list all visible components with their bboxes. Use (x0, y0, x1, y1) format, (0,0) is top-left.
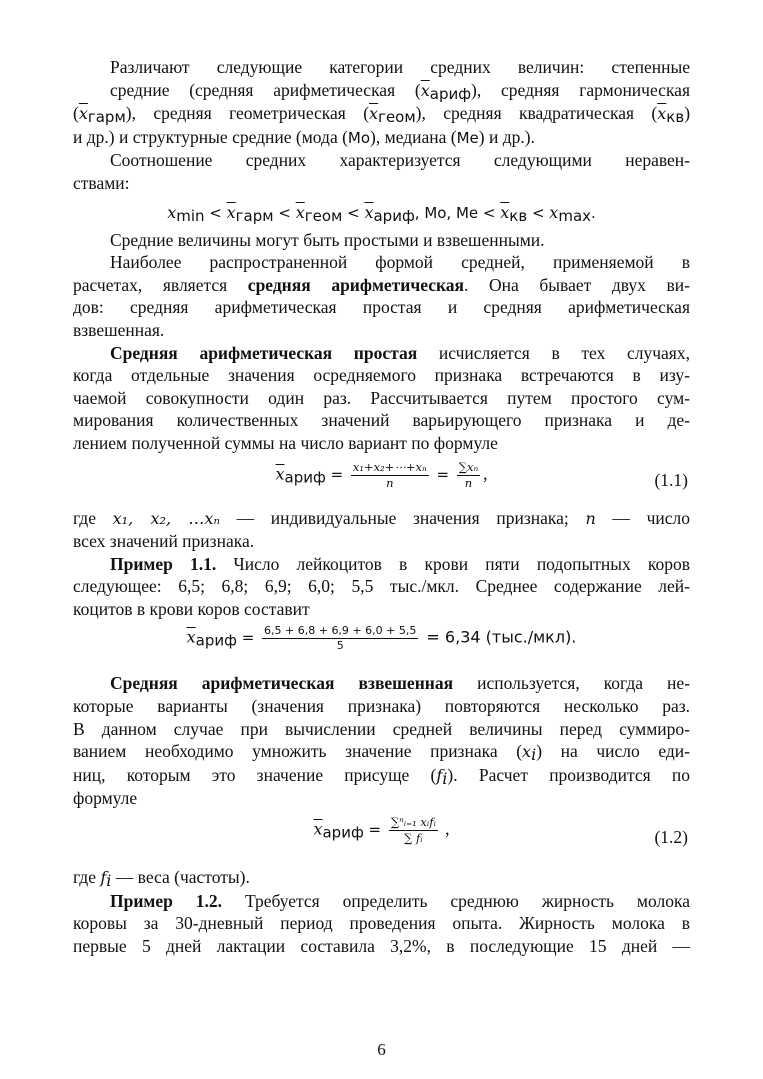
text-line: следующее: 6,5; 6,8; 6,9; 6,0; 5,5 тыс./мкл. Среднее содержание лей- (73, 576, 690, 597)
text-line: Различают следующие категории средних величин: степенные (110, 57, 690, 77)
paragraph-simple-mean (73, 342, 690, 455)
page-number: 6 (377, 1040, 386, 1059)
inequality-formula: $x_{min} < \overline{x}_{гарм} < \overline{x}_{геом} < \overline{x}_{ариф}$, Мо, Ме < $\overline{x}_{кв} < x_{max}$. (167, 202, 596, 225)
text-line: взвешенная. (73, 319, 165, 340)
paragraph-categories (73, 56, 690, 149)
text-line: дов: средняя арифметическая простая и средняя арифметическая (73, 297, 690, 318)
text-line: которые варианты (значения признака) повторяются несколько раз. (73, 696, 690, 717)
paragraph-common-form (73, 251, 690, 341)
text-line: В данном случае при вычислении средней величины перед суммиро- (73, 718, 690, 739)
text-line: мирования количественных значений варьирующего признака и де- (73, 410, 690, 431)
paragraph-example-1-2 (73, 890, 690, 958)
formula-number: (1.2) (654, 827, 688, 848)
text-line: формуле (73, 788, 138, 809)
text-line: всех значений признака. (73, 531, 255, 552)
text-line: коцитов в крови коров составит (73, 598, 310, 619)
text-line: ниц, которым это значение присуще $(f_i)$. Расчет производится по (73, 764, 691, 788)
formula-1-2: $\overline{x}_{ариф}$ = $\frac{\text{∑ⁿᵢ₌₁ xᵢfᵢ}}{\text{∑ fᵢ}}$ , (1.2) (313, 815, 688, 848)
text-line: Наиболее распространенной формой средней, применяемой в (110, 252, 690, 273)
text-line: Средняя арифметическая взвешенная используется, когда не- (110, 673, 690, 694)
text-line: Пример 1.2. Требуется определить среднюю жирность молока (110, 890, 690, 911)
text-line: Пример 1.1. Число лейкоцитов в крови пяти подопытных коров (110, 553, 690, 574)
paragraph-example-1-1 (73, 553, 690, 621)
text-line: и др.) и структурные средние (мода (Мо), медиана (Ме) и др.). (73, 126, 535, 147)
text-line: расчетах, является средняя арифметическая. Она бывает двух ви- (73, 274, 690, 295)
document-page (73, 56, 690, 957)
paragraph-where-2 (73, 866, 690, 890)
paragraph-where-1 (73, 507, 690, 553)
text-line: ванием необходимо умножить значение признака $(x_i)$ на число еди- (73, 741, 690, 765)
text-line: когда отдельные значения осредняемого признака встречаются в изу- (73, 365, 690, 386)
text-line: средние (средняя арифметическая $(\overline{x}_{ариф})$, средняя гармоническая (110, 79, 691, 103)
text-line: чаемой совокупности один раз. Рассчитывается путем простого сум- (73, 387, 690, 408)
formula-number: (1.1) (654, 469, 688, 490)
paragraph-weighted-mean (73, 672, 690, 810)
text-line: ствами: (73, 172, 130, 193)
text-line: первые 5 дней лактации составила 3,2%, в последующие 15 дней — (73, 935, 690, 956)
example-1-1-calculation: $\overline{x}_{ариф}$ = $\frac{6,5 + 6,8 + 6,9 + 6,0 + 5,5}{5}$ = 6,34 (тыс./мкл). (186, 624, 577, 653)
paragraph-ratio (73, 149, 690, 194)
paragraph-simple-weighted (73, 229, 690, 252)
text-line: где $f_i$ — веса (частоты). (73, 867, 250, 891)
text-line: Соотношение средних характеризуется следующими неравен- (110, 150, 690, 171)
text-line: Средняя арифметическая простая исчисляется в тех случаях, (110, 342, 690, 363)
text-line: лением полученной суммы на число вариант по формуле (73, 432, 498, 453)
text-line: коровы за 30-дневный период проведения опыта. Жирность молока в (73, 913, 690, 934)
text-line: где x₁, x₂, …xₙ — индивидуальные значения признака; n — число (73, 507, 690, 528)
text-line: Средние величины могут быть простыми и взвешенными. (110, 229, 545, 250)
text-line: $(\overline{x}_{гарм})$, средняя геометрическая $(\overline{x}_{геом})$, средняя квадратическая $(\overline{x}_{кв})$ (73, 103, 691, 127)
formula-1-1: $\overline{x}_{ариф}$ = $\frac{\text{x₁+x₂+⋯+xₙ}}{n}$ = $\frac{\text{∑xₙ}}{n}$ , (1.1) (275, 459, 688, 490)
